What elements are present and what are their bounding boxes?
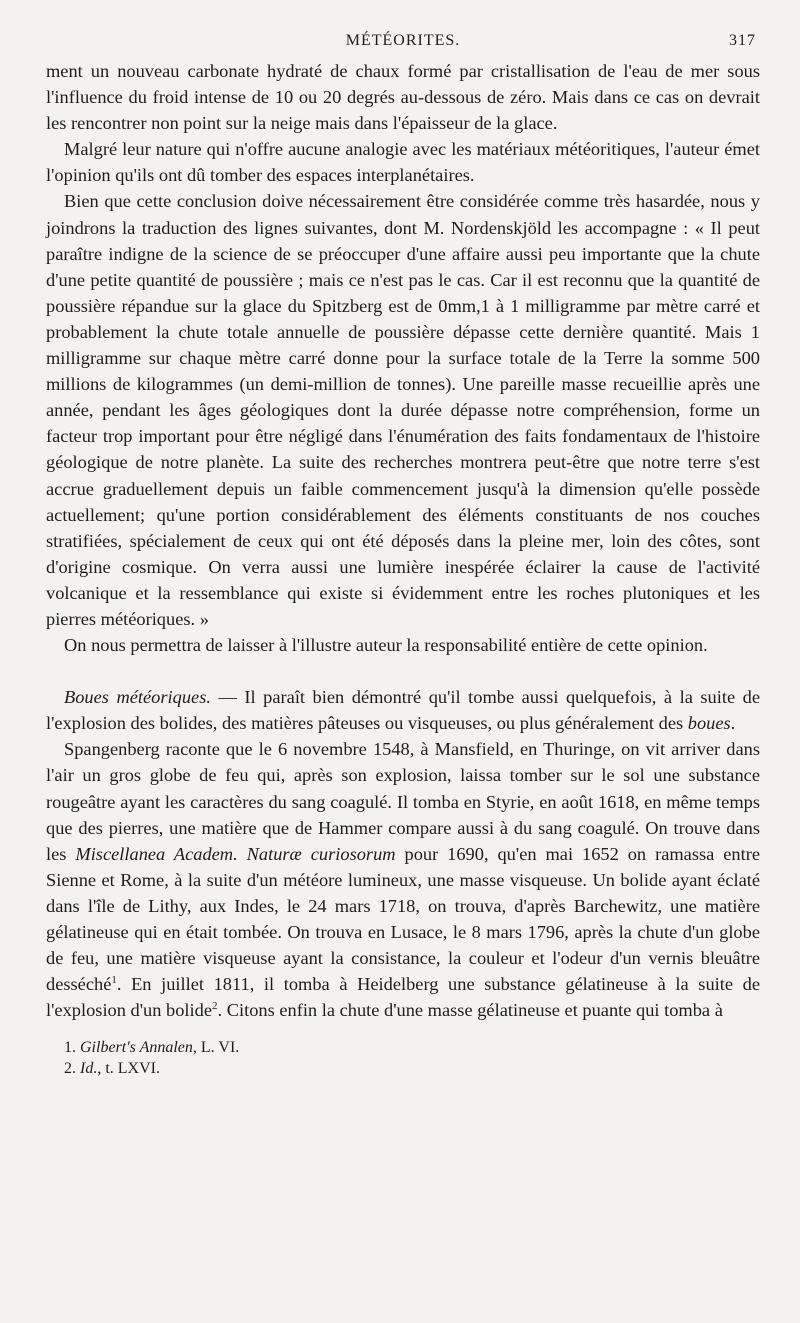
footnote-1	[46, 1037, 760, 1058]
paragraph-4: On nous permettra de laisser à l'illustre auteur la responsabilité entière de cette opinion.	[64, 635, 708, 656]
paragraph-6-text-d: . Citons enfin la chute d'une masse gélatineuse et puante qui tomba à	[217, 1000, 723, 1021]
paragraph-6-emphasis: Miscellanea Academ. Naturæ curiosorum	[75, 843, 396, 864]
paragraph-2: Malgré leur nature qui n'offre aucune analogie avec les matériaux météoritiques, l'auteur émet l'opinion qu'ils ont dû tomber des espaces interplanétaires.	[46, 139, 760, 186]
paragraph-6	[46, 736, 760, 1023]
running-title: MÉTÉORITES.	[345, 32, 461, 49]
footnote-2-number: 2.	[64, 1060, 76, 1078]
footnote-1-number: 1.	[64, 1039, 76, 1057]
paragraph-6-text-c: . En juillet 1811, il tomba à Heidelberg une substance gélatineuse à la suite de l'explosion d'un bolide	[46, 974, 760, 1021]
paragraph-6-text-b: pour 1690, qu'en mai 1652 on ramassa entre Sienne et Rome, à la suite d'un météore lumineux, une masse visqueuse. Un bolide ayant éclaté dans l'île de Lithy, aux Indes, le 24 mars 1718, on trouva, d'après Barchewitz, une matière gélatineuse qui en était tombée. On trouva en Lusace, le 8 mars 1796, après la chute d'un globe de feu, une matière visqueuse ayant la consistance, la couleur et l'odeur d'un vernis bleuâtre desséché	[46, 843, 760, 995]
paragraph-5-text-a: — Il paraît bien démontré qu'il tombe aussi quelquefois, à la suite de l'explosion des bolides, des matières pâteuses ou visqueuses, ou plus généralement des	[46, 687, 761, 734]
footnote-ref-1: 1	[111, 974, 117, 987]
footnote-1-rest: , L. VI.	[192, 1039, 240, 1057]
paragraph-5-emphasis: boues	[687, 713, 731, 734]
paragraph-5	[46, 684, 760, 736]
paragraph-3: Bien que cette conclusion doive nécessairement être considérée comme très hasardée, nous y joindrons la traduction des lignes suivantes, dont M. Nordenskjöld les accompagne : « Il peut paraître indigne de la science de se préoccuper d'une affaire aussi peu importante que la chute d'une petite quantité de poussière ; mais ce n'est pas le cas. Car il est reconnu que la quantité de poussière répandue sur la glace du Spitzberg est de 0mm,1 à 1 milligramme par mètre carré et probablement la chute totale annuelle de poussière dépasse cette dernière quantité. Mais 1 milligramme sur chaque mètre carré donne pour la surface totale de la Terre la somme 500 millions de kilogrammes (un demi-million de tonnes). Une pareille masse recueillie après une année, pendant les âges géologiques dont la durée dépasse notre compréhension, forme un facteur trop important pour être négligé dans l'énumération des faits fondamentaux de l'histoire géologique de notre planète. La suite des recherches montrera peut-être que notre terre s'est accrue graduellement depuis un faible commencement jusqu'à la dimension qu'elle possède actuellement; qu'une portion considérablement des éléments constituants de nos couches stratifiées, spécialement de ceux qui ont été déposés dans la pleine mer, loin des côtes, sont d'origine cosmique. On verra aussi une lumière inespérée éclairer la cause de l'activité volcanique et la ressemblance qui existe si évidemment entre les roches plutoniques et les pierres météoriques. »	[46, 191, 760, 629]
footnote-1-source: Gilbert's Annalen	[80, 1039, 193, 1057]
running-head	[46, 32, 760, 58]
footnotes	[46, 1037, 760, 1079]
section-title: Boues météoriques.	[64, 687, 211, 708]
paragraph-6-text-a: Spangenberg raconte que le 6 novembre 1548, à Mansfield, en Thuringe, on vit arriver dans l'air un gros globe de feu qui, après son explosion, laissa tomber sur le sol une substance rougeâtre ayant les caractères du sang coagulé. Il tomba en Styrie, en août 1618, en même temps que des pierres, une matière que de Hammer compare aussi à du sang coagulé. On trouve dans les	[46, 739, 760, 864]
body-text	[46, 58, 760, 1023]
footnote-2-source: Id.	[80, 1060, 98, 1078]
paragraph-5-text-b: .	[730, 713, 736, 734]
paragraph-1: ment un nouveau carbonate hydraté de chaux formé par cristallisation de l'eau de mer sous l'influence du froid intense de 10 ou 20 degrés au-dessous de zéro. Mais dans ce cas on devrait les rencontrer non point sur la neige mais dans l'épaisseur de la glace.	[46, 61, 760, 134]
page-number: 317	[729, 32, 756, 49]
footnote-2	[46, 1058, 760, 1079]
footnote-ref-2: 2	[212, 1000, 218, 1013]
footnote-2-rest: , t. LXVI.	[97, 1060, 160, 1078]
